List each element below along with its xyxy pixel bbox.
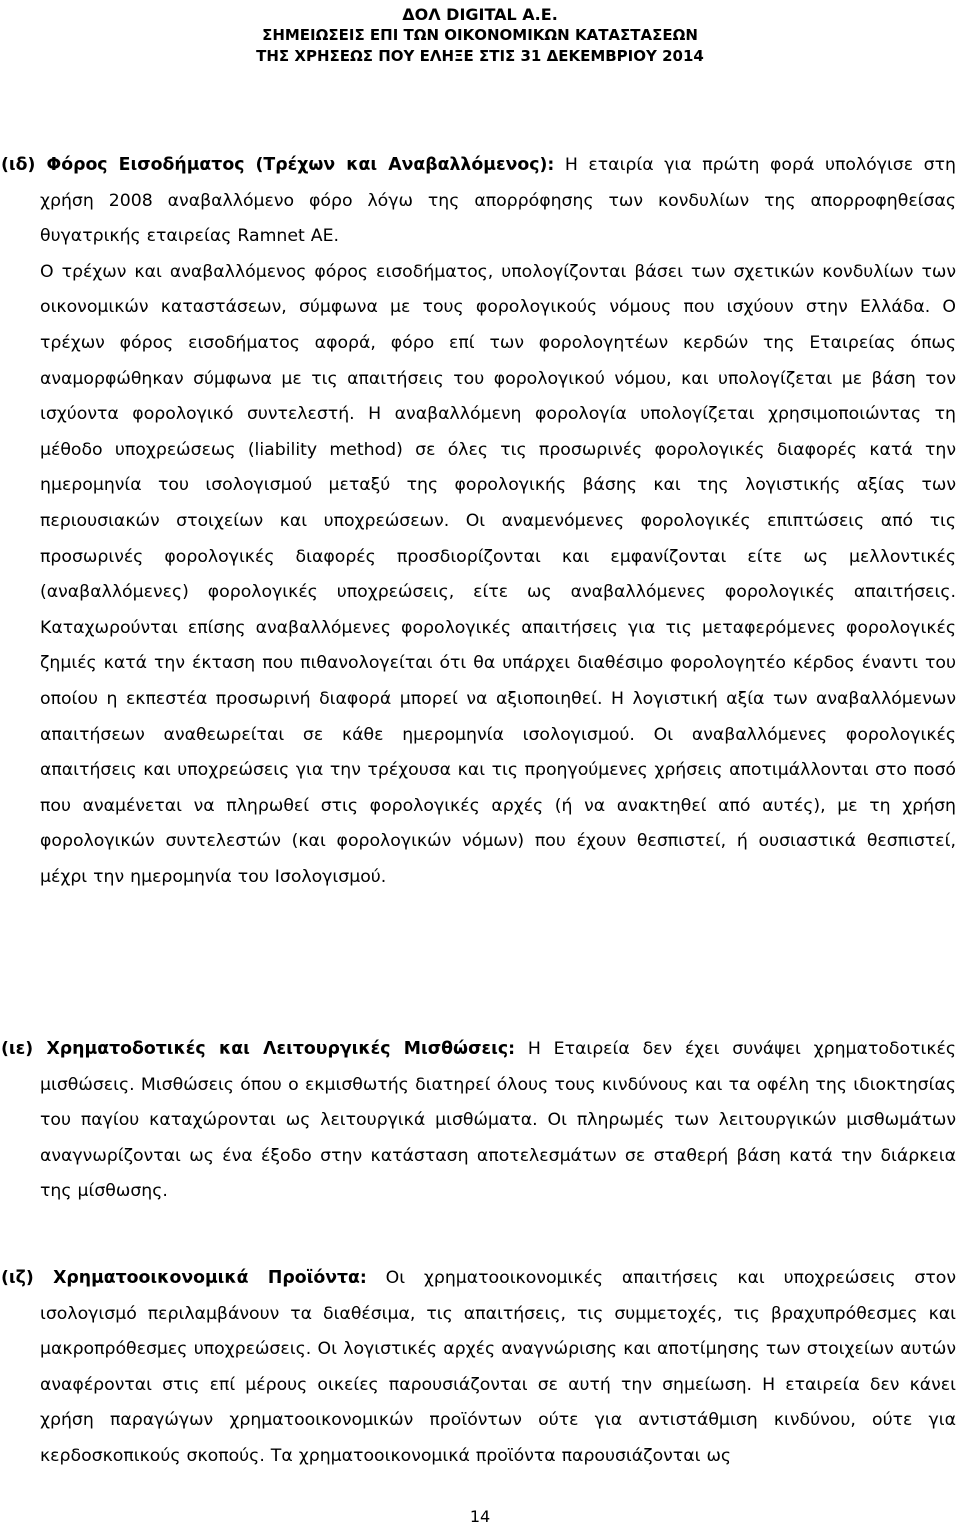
- section-leases: [1, 1032, 956, 1210]
- company-name: ΔΟΛ DIGITAL Α.Ε.: [402, 5, 558, 24]
- page-number: 14: [469, 1507, 491, 1526]
- header-title-line-1: ΣΗΜΕΙΩΣΕΙΣ ΕΠΙ ΤΩΝ ΟΙΚΟΝΟΜΙΚΩΝ ΚΑΤΑΣΤΑΣΕΩΝ: [262, 26, 698, 44]
- document-header: [0, 4, 960, 67]
- income-tax-intro-text: Η εταιρία για πρώτη φορά υπολόγισε στη χρήση 2008 αναβαλλόμενο φόρο λόγω της απορρόφησης των κονδυλίων της απορροφηθείσας θυγατρικής εταιρείας Ramnet AE.: [40, 155, 956, 247]
- income-tax-paragraph-1: [1, 148, 956, 255]
- section-financial-products: [1, 1261, 956, 1475]
- section-income-tax: [1, 148, 956, 895]
- income-tax-paragraph-2: Ο τρέχων και αναβαλλόμενος φόρος εισοδήματος, υπολογίζονται βάσει των σχετικών κονδυλίων των οικονομικών καταστάσεων, σύμφωνα με τους φορολογικούς νόμους που ισχύουν στην Ελλάδα. Ο τρέχων φόρος εισοδήματος αφορά, φόρο επί των φορολογητέων κερδών της Εταιρείας όπως αναμορφώθηκαν σύμφωνα με τις απαιτήσεις του φορολογικού νόμου, και υπολογίζεται με βάση τον ισχύοντα φορολογικό συντελεστή. Η αναβαλλόμενη φορολογία υπολογίζεται χρησιμοποιώντας τη μέθοδο υποχρεώσεως (liability method) σε όλες τις προσωρινές φορολογικές διαφορές κατά την ημερομηνία του ισολογισμού μεταξύ της φορολογικής βάσης και της λογιστικής αξίας των περιουσιακών στοιχείων και υποχρεώσεων. Οι αναμενόμενες φορολογικές επιπτώσεις από τις προσωρινές φορολογικές διαφορές προσδιορίζονται και εμφανίζονται είτε ως μελλοντικές (αναβαλλόμενες) φορολογικές υποχρεώσεις, είτε ως αναβαλλόμενες φορολογικές απαιτήσεις. Καταχωρούνται επίσης αναβαλλόμενες φορολογικές απαιτήσεις για τις μεταφερόμενες φορολογικές ζημιές κατά την έκταση που πιθανολογείται ότι θα υπάρχει διαθέσιμο φορολογητέο κέρδος έναντι του οποίου η εκπεστέα προσωρινή διαφορά μπορεί να αξιοποιηθεί. Η λογιστική αξία των αναβαλλόμενων απαιτήσεων αναθεωρείται σε κάθε ημερομηνία ισολογισμού. Οι αναβαλλόμενες φορολογικές απαιτήσεις και υποχρεώσεις για την τρέχουσα και τις προηγούμενες χρήσεις αποτιμάλλονται στο ποσό που αναμένεται να πληρωθεί στις φορολογικές αρχές (ή να ανακτηθεί από αυτές), με τη χρήση φορολογικών συντελεστών (και φορολογικών νόμων) που έχουν θεσπιστεί, ή ουσιαστικά θεσπιστεί, μέχρι την ημερομηνία του Ισολογισμού.: [40, 261, 956, 887]
- income-tax-heading: (ιδ) Φόρος Εισοδήματος (Τρέχων και Αναβαλλόμενος):: [1, 155, 555, 175]
- header-title-line-2: ΤΗΣ ΧΡΗΣΕΩΣ ΠΟΥ ΕΛΗΞΕ ΣΤΙΣ 31 ΔΕΚΕΜΒΡΙΟΥ 2014: [256, 47, 704, 65]
- financial-products-paragraph: [1, 1261, 956, 1475]
- financial-products-heading: (ιζ) Χρηματοοικονομικά Προϊόντα:: [1, 1268, 367, 1288]
- leases-paragraph: [1, 1032, 956, 1210]
- leases-heading: (ιε) Χρηματοδοτικές και Λειτουργικές Μισθώσεις:: [1, 1039, 516, 1059]
- financial-products-text: Οι χρηματοοικονομικές απαιτήσεις και υποχρεώσεις στον ισολογισμό περιλαμβάνουν τα διαθέσιμα, τις απαιτήσεις, τις συμμετοχές, τις βραχυπρόθεσμες και μακροπρόθεσμες υποχρεώσεις. Οι λογιστικές αρχές αναγνώρισης και αποτίμησης των στοιχείων αυτών αναφέρονται στις επί μέρους οικείες παρουσιάζονται σε αυτή την σημείωση. Η εταιρεία δεν κάνει χρήση παραγώγων χρηματοοικονομικών προϊόντων ούτε για αντιστάθμιση κινδύνου, ούτε για κερδοσκοπικούς σκοπούς. Τα χρηματοοικονομικά προϊόντα παρουσιάζονται ως: [40, 1268, 956, 1466]
- leases-text: Η Εταιρεία δεν έχει συνάψει χρηματοδοτικές μισθώσεις. Μισθώσεις όπου ο εκμισθωτής διατηρεί όλους τους κινδύνους και τα οφέλη της ιδιοκτησίας του παγίου καταχώρονται ως λειτουργικά μισθώματα. Οι πληρωμές των λειτουργικών μισθωμάτων αναγνωρίζονται ως ένα έξοδο στην κατάσταση αποτελεσμάτων σε σταθερή βάση κατά την διάρκεια της μίσθωσης.: [40, 1039, 956, 1202]
